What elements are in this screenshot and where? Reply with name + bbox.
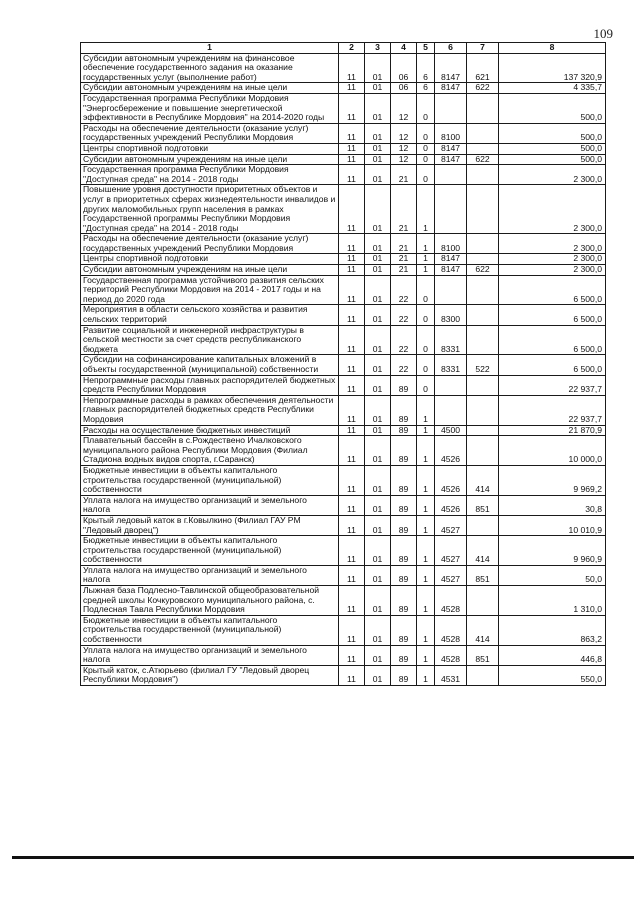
- expense-name-cell: Бюджетные инвестиции в объекты капитального строительства государственной (муниципальной) собственности: [81, 615, 339, 645]
- subprogram-cell: 0: [417, 143, 435, 154]
- expense-type-cell: [467, 665, 499, 685]
- table-row: [81, 325, 606, 355]
- expense-type-cell: [467, 123, 499, 143]
- amount-cell: 10 010,9: [499, 515, 606, 535]
- subprogram-cell: 1: [417, 254, 435, 265]
- table-row: [81, 275, 606, 305]
- subsection-cell: 01: [365, 536, 391, 566]
- subsection-cell: 01: [365, 565, 391, 585]
- table-row: [81, 83, 606, 94]
- program-cell: 22: [391, 275, 417, 305]
- column-header: 2: [339, 43, 365, 54]
- expense-type-cell: 414: [467, 536, 499, 566]
- program-cell: 89: [391, 395, 417, 425]
- subprogram-cell: 1: [417, 436, 435, 466]
- amount-cell: 6 500,0: [499, 325, 606, 355]
- expense-type-cell: [467, 425, 499, 436]
- amount-cell: 446,8: [499, 645, 606, 665]
- amount-cell: 2 300,0: [499, 254, 606, 265]
- amount-cell: 550,0: [499, 665, 606, 685]
- article-cell: [435, 395, 467, 425]
- subsection-cell: 01: [365, 355, 391, 375]
- section-cell: 11: [339, 375, 365, 395]
- expense-type-cell: [467, 325, 499, 355]
- program-cell: 89: [391, 375, 417, 395]
- expense-name-cell: Повышение уровня доступности приоритетных объектов и услуг в приоритетных сферах жизнедеятельности инвалидов и других маломобильных групп населения в рамках Государственной программы Республики Мордовия "Доступная среда" на 2014 - 2018 годы: [81, 185, 339, 234]
- expense-type-cell: 851: [467, 565, 499, 585]
- subsection-cell: 01: [365, 375, 391, 395]
- expense-type-cell: 621: [467, 53, 499, 83]
- expense-type-cell: [467, 305, 499, 325]
- amount-cell: 30,8: [499, 495, 606, 515]
- expense-type-cell: [467, 165, 499, 185]
- table-body: [81, 53, 606, 685]
- expense-name-cell: Уплата налога на имущество организаций и земельного налога: [81, 495, 339, 515]
- subsection-cell: 01: [365, 436, 391, 466]
- program-cell: 21: [391, 165, 417, 185]
- section-cell: 11: [339, 665, 365, 685]
- program-cell: 21: [391, 234, 417, 254]
- section-cell: 11: [339, 93, 365, 123]
- subprogram-cell: 1: [417, 665, 435, 685]
- expense-type-cell: [467, 275, 499, 305]
- table-header-row: [81, 43, 606, 54]
- article-cell: 4528: [435, 586, 467, 616]
- section-cell: 11: [339, 83, 365, 94]
- expense-name-cell: Лыжная база Подлесно-Тавлинской общеобразовательной средней школы Кочкуровского муниципального района, с. Подлесная Тавла Республики Мордовия: [81, 586, 339, 616]
- table-row: [81, 355, 606, 375]
- article-cell: 4526: [435, 495, 467, 515]
- table-row: [81, 53, 606, 83]
- subsection-cell: 01: [365, 495, 391, 515]
- expense-name-cell: Расходы на осуществление бюджетных инвестиций: [81, 425, 339, 436]
- section-cell: 11: [339, 586, 365, 616]
- expense-name-cell: Расходы на обеспечение деятельности (оказание услуг) государственных учреждений Республики Мордовия: [81, 123, 339, 143]
- amount-cell: 500,0: [499, 123, 606, 143]
- column-header: 1: [81, 43, 339, 54]
- subprogram-cell: 0: [417, 325, 435, 355]
- expense-type-cell: 414: [467, 465, 499, 495]
- expense-name-cell: Расходы на обеспечение деятельности (оказание услуг) государственных учреждений Республики Мордовия: [81, 234, 339, 254]
- expense-type-cell: [467, 93, 499, 123]
- table-row: [81, 185, 606, 234]
- expense-type-cell: 622: [467, 265, 499, 276]
- section-cell: 11: [339, 436, 365, 466]
- article-cell: 4500: [435, 425, 467, 436]
- article-cell: [435, 275, 467, 305]
- subprogram-cell: 0: [417, 355, 435, 375]
- subsection-cell: 01: [365, 123, 391, 143]
- subprogram-cell: 0: [417, 123, 435, 143]
- expense-name-cell: Развитие социальной и инженерной инфраструктуры в сельской местности за счет средств республиканского бюджета: [81, 325, 339, 355]
- table-row: [81, 165, 606, 185]
- article-cell: 4531: [435, 665, 467, 685]
- expense-name-cell: Крытый ледовый каток в г.Ковылкино (Филиал ГАУ РМ "Ледовый дворец"): [81, 515, 339, 535]
- subprogram-cell: 0: [417, 165, 435, 185]
- amount-cell: 863,2: [499, 615, 606, 645]
- program-cell: 89: [391, 495, 417, 515]
- subprogram-cell: 0: [417, 154, 435, 165]
- article-cell: 8147: [435, 265, 467, 276]
- program-cell: 12: [391, 143, 417, 154]
- table-row: [81, 375, 606, 395]
- program-cell: 89: [391, 615, 417, 645]
- expense-type-cell: [467, 515, 499, 535]
- program-cell: 21: [391, 265, 417, 276]
- section-cell: 11: [339, 395, 365, 425]
- program-cell: 89: [391, 536, 417, 566]
- amount-cell: 4 335,7: [499, 83, 606, 94]
- expense-type-cell: 522: [467, 355, 499, 375]
- subprogram-cell: 0: [417, 93, 435, 123]
- program-cell: 06: [391, 83, 417, 94]
- subprogram-cell: 1: [417, 586, 435, 616]
- subprogram-cell: 1: [417, 395, 435, 425]
- subprogram-cell: 1: [417, 645, 435, 665]
- program-cell: 89: [391, 515, 417, 535]
- expense-name-cell: Субсидии автономным учреждениям на иные цели: [81, 154, 339, 165]
- subsection-cell: 01: [365, 395, 391, 425]
- amount-cell: 22 937,7: [499, 395, 606, 425]
- table-row: [81, 143, 606, 154]
- section-cell: 11: [339, 536, 365, 566]
- section-cell: 11: [339, 325, 365, 355]
- column-header: 8: [499, 43, 606, 54]
- article-cell: [435, 185, 467, 234]
- expense-name-cell: Бюджетные инвестиции в объекты капитального строительства государственной (муниципальной) собственности: [81, 465, 339, 495]
- subprogram-cell: 1: [417, 185, 435, 234]
- expense-name-cell: Субсидии автономным учреждениям на иные цели: [81, 83, 339, 94]
- expense-name-cell: Государственная программа устойчивого развития сельских территорий Республики Мордовия на 2014 - 2017 годы и на период до 2020 года: [81, 275, 339, 305]
- subsection-cell: 01: [365, 254, 391, 265]
- amount-cell: 2 300,0: [499, 185, 606, 234]
- subprogram-cell: 0: [417, 305, 435, 325]
- subsection-cell: 01: [365, 305, 391, 325]
- subsection-cell: 01: [365, 234, 391, 254]
- article-cell: 4526: [435, 465, 467, 495]
- program-cell: 12: [391, 93, 417, 123]
- subsection-cell: 01: [365, 645, 391, 665]
- program-cell: 21: [391, 185, 417, 234]
- article-cell: 4528: [435, 645, 467, 665]
- subprogram-cell: 0: [417, 275, 435, 305]
- expense-type-cell: [467, 234, 499, 254]
- expense-name-cell: Центры спортивной подготовки: [81, 254, 339, 265]
- section-cell: 11: [339, 565, 365, 585]
- expense-type-cell: 414: [467, 615, 499, 645]
- expense-name-cell: Центры спортивной подготовки: [81, 143, 339, 154]
- amount-cell: 10 000,0: [499, 436, 606, 466]
- table-row: [81, 254, 606, 265]
- expense-name-cell: Государственная программа Республики Мордовия "Доступная среда" на 2014 - 2018 годы: [81, 165, 339, 185]
- table-row: [81, 665, 606, 685]
- expense-name-cell: Субсидии на софинансирование капитальных вложений в объекты государственной (муниципальной) собственности: [81, 355, 339, 375]
- program-cell: 89: [391, 565, 417, 585]
- subprogram-cell: 1: [417, 495, 435, 515]
- amount-cell: 21 870,9: [499, 425, 606, 436]
- expense-type-cell: [467, 185, 499, 234]
- subsection-cell: 01: [365, 586, 391, 616]
- subprogram-cell: 1: [417, 465, 435, 495]
- article-cell: 8147: [435, 53, 467, 83]
- article-cell: 8331: [435, 325, 467, 355]
- expense-name-cell: Государственная программа Республики Мордовия "Энергосбережение и повышение энергетической эффективности в Республике Мордовия" на 2014-2020 годы: [81, 93, 339, 123]
- table-row: [81, 395, 606, 425]
- section-cell: 11: [339, 265, 365, 276]
- program-cell: 89: [391, 645, 417, 665]
- table-row: [81, 93, 606, 123]
- table-row: [81, 615, 606, 645]
- amount-cell: 9 969,2: [499, 465, 606, 495]
- article-cell: 8100: [435, 123, 467, 143]
- article-cell: 8147: [435, 143, 467, 154]
- expense-type-cell: [467, 436, 499, 466]
- amount-cell: 22 937,7: [499, 375, 606, 395]
- expense-name-cell: Субсидии автономным учреждениям на финансовое обеспечение государственного задания на оказание государственных услуг (выполнение работ): [81, 53, 339, 83]
- subprogram-cell: 1: [417, 515, 435, 535]
- column-header: 6: [435, 43, 467, 54]
- article-cell: 8331: [435, 355, 467, 375]
- subprogram-cell: 1: [417, 265, 435, 276]
- table-row: [81, 265, 606, 276]
- article-cell: 8147: [435, 83, 467, 94]
- table-row: [81, 515, 606, 535]
- subsection-cell: 01: [365, 425, 391, 436]
- table-row: [81, 154, 606, 165]
- program-cell: 89: [391, 665, 417, 685]
- subsection-cell: 01: [365, 615, 391, 645]
- program-cell: 89: [391, 586, 417, 616]
- program-cell: 12: [391, 123, 417, 143]
- section-cell: 11: [339, 645, 365, 665]
- section-cell: 11: [339, 234, 365, 254]
- amount-cell: 6 500,0: [499, 275, 606, 305]
- subsection-cell: 01: [365, 185, 391, 234]
- subsection-cell: 01: [365, 143, 391, 154]
- program-cell: 22: [391, 305, 417, 325]
- expense-type-cell: 622: [467, 154, 499, 165]
- section-cell: 11: [339, 143, 365, 154]
- article-cell: 4526: [435, 436, 467, 466]
- subsection-cell: 01: [365, 83, 391, 94]
- section-cell: 11: [339, 165, 365, 185]
- expense-name-cell: Непрограммные расходы главных распорядителей бюджетных средств Республики Мордовия: [81, 375, 339, 395]
- program-cell: 22: [391, 355, 417, 375]
- expense-type-cell: 851: [467, 495, 499, 515]
- column-header: 3: [365, 43, 391, 54]
- amount-cell: 2 300,0: [499, 265, 606, 276]
- program-cell: 89: [391, 425, 417, 436]
- amount-cell: 9 960,9: [499, 536, 606, 566]
- table-row: [81, 436, 606, 466]
- column-header: 5: [417, 43, 435, 54]
- section-cell: 11: [339, 185, 365, 234]
- expense-type-cell: [467, 375, 499, 395]
- program-cell: 06: [391, 53, 417, 83]
- amount-cell: 2 300,0: [499, 234, 606, 254]
- article-cell: 4527: [435, 565, 467, 585]
- article-cell: 8147: [435, 154, 467, 165]
- subprogram-cell: 0: [417, 375, 435, 395]
- expense-name-cell: Мероприятия в области сельского хозяйства и развития сельских территорий: [81, 305, 339, 325]
- table-row: [81, 123, 606, 143]
- section-cell: 11: [339, 615, 365, 645]
- subprogram-cell: 1: [417, 615, 435, 645]
- article-cell: 4527: [435, 515, 467, 535]
- section-cell: 11: [339, 495, 365, 515]
- subsection-cell: 01: [365, 465, 391, 495]
- subprogram-cell: 6: [417, 83, 435, 94]
- table-row: [81, 465, 606, 495]
- table-row: [81, 586, 606, 616]
- article-cell: 8100: [435, 234, 467, 254]
- subsection-cell: 01: [365, 265, 391, 276]
- table-row: [81, 645, 606, 665]
- amount-cell: 137 320,9: [499, 53, 606, 83]
- table-row: [81, 305, 606, 325]
- article-cell: 8300: [435, 305, 467, 325]
- article-cell: 4528: [435, 615, 467, 645]
- article-cell: [435, 375, 467, 395]
- section-cell: 11: [339, 53, 365, 83]
- article-cell: 8147: [435, 254, 467, 265]
- subprogram-cell: 6: [417, 53, 435, 83]
- subsection-cell: 01: [365, 165, 391, 185]
- amount-cell: 500,0: [499, 93, 606, 123]
- amount-cell: 500,0: [499, 154, 606, 165]
- article-cell: [435, 93, 467, 123]
- table-row: [81, 234, 606, 254]
- section-cell: 11: [339, 254, 365, 265]
- expense-type-cell: [467, 395, 499, 425]
- program-cell: 89: [391, 465, 417, 495]
- expense-type-cell: [467, 143, 499, 154]
- section-cell: 11: [339, 355, 365, 375]
- program-cell: 21: [391, 254, 417, 265]
- subprogram-cell: 1: [417, 565, 435, 585]
- expense-name-cell: Уплата налога на имущество организаций и земельного налога: [81, 565, 339, 585]
- section-cell: 11: [339, 123, 365, 143]
- expense-type-cell: 622: [467, 83, 499, 94]
- subprogram-cell: 1: [417, 425, 435, 436]
- column-header: 7: [467, 43, 499, 54]
- expense-name-cell: Уплата налога на имущество организаций и земельного налога: [81, 645, 339, 665]
- subsection-cell: 01: [365, 515, 391, 535]
- expense-name-cell: Бюджетные инвестиции в объекты капитального строительства государственной (муниципальной) собственности: [81, 536, 339, 566]
- amount-cell: 1 310,0: [499, 586, 606, 616]
- amount-cell: 2 300,0: [499, 165, 606, 185]
- section-cell: 11: [339, 305, 365, 325]
- expense-name-cell: Субсидии автономным учреждениям на иные цели: [81, 265, 339, 276]
- subsection-cell: 01: [365, 154, 391, 165]
- budget-table: [80, 42, 606, 686]
- program-cell: 12: [391, 154, 417, 165]
- subsection-cell: 01: [365, 53, 391, 83]
- subprogram-cell: 1: [417, 234, 435, 254]
- subsection-cell: 01: [365, 275, 391, 305]
- section-cell: 11: [339, 275, 365, 305]
- program-cell: 22: [391, 325, 417, 355]
- section-cell: 11: [339, 425, 365, 436]
- expense-type-cell: 851: [467, 645, 499, 665]
- section-cell: 11: [339, 465, 365, 495]
- subsection-cell: 01: [365, 93, 391, 123]
- table-row: [81, 495, 606, 515]
- bottom-rule: [12, 856, 634, 859]
- expense-type-cell: [467, 254, 499, 265]
- expense-name-cell: Крытый каток, с.Атюрьево (филиал ГУ "Ледовый дворец Республики Мордовия"): [81, 665, 339, 685]
- program-cell: 89: [391, 436, 417, 466]
- subsection-cell: 01: [365, 665, 391, 685]
- expense-name-cell: Непрограммные расходы в рамках обеспечения деятельности главных распорядителей бюджетных средств Республики Мордовия: [81, 395, 339, 425]
- amount-cell: 6 500,0: [499, 355, 606, 375]
- article-cell: 4527: [435, 536, 467, 566]
- subsection-cell: 01: [365, 325, 391, 355]
- amount-cell: 50,0: [499, 565, 606, 585]
- amount-cell: 500,0: [499, 143, 606, 154]
- table-row: [81, 425, 606, 436]
- column-header: 4: [391, 43, 417, 54]
- table-row: [81, 536, 606, 566]
- expense-name-cell: Плавательный бассейн в с.Рождествено Ичалковского муниципального района Республики Мордовия (Филиал Стадиона водных видов спорта, г.Саранск): [81, 436, 339, 466]
- amount-cell: 6 500,0: [499, 305, 606, 325]
- section-cell: 11: [339, 154, 365, 165]
- table-row: [81, 565, 606, 585]
- page-number: 109: [593, 26, 613, 41]
- section-cell: 11: [339, 515, 365, 535]
- expense-type-cell: [467, 586, 499, 616]
- article-cell: [435, 165, 467, 185]
- subprogram-cell: 1: [417, 536, 435, 566]
